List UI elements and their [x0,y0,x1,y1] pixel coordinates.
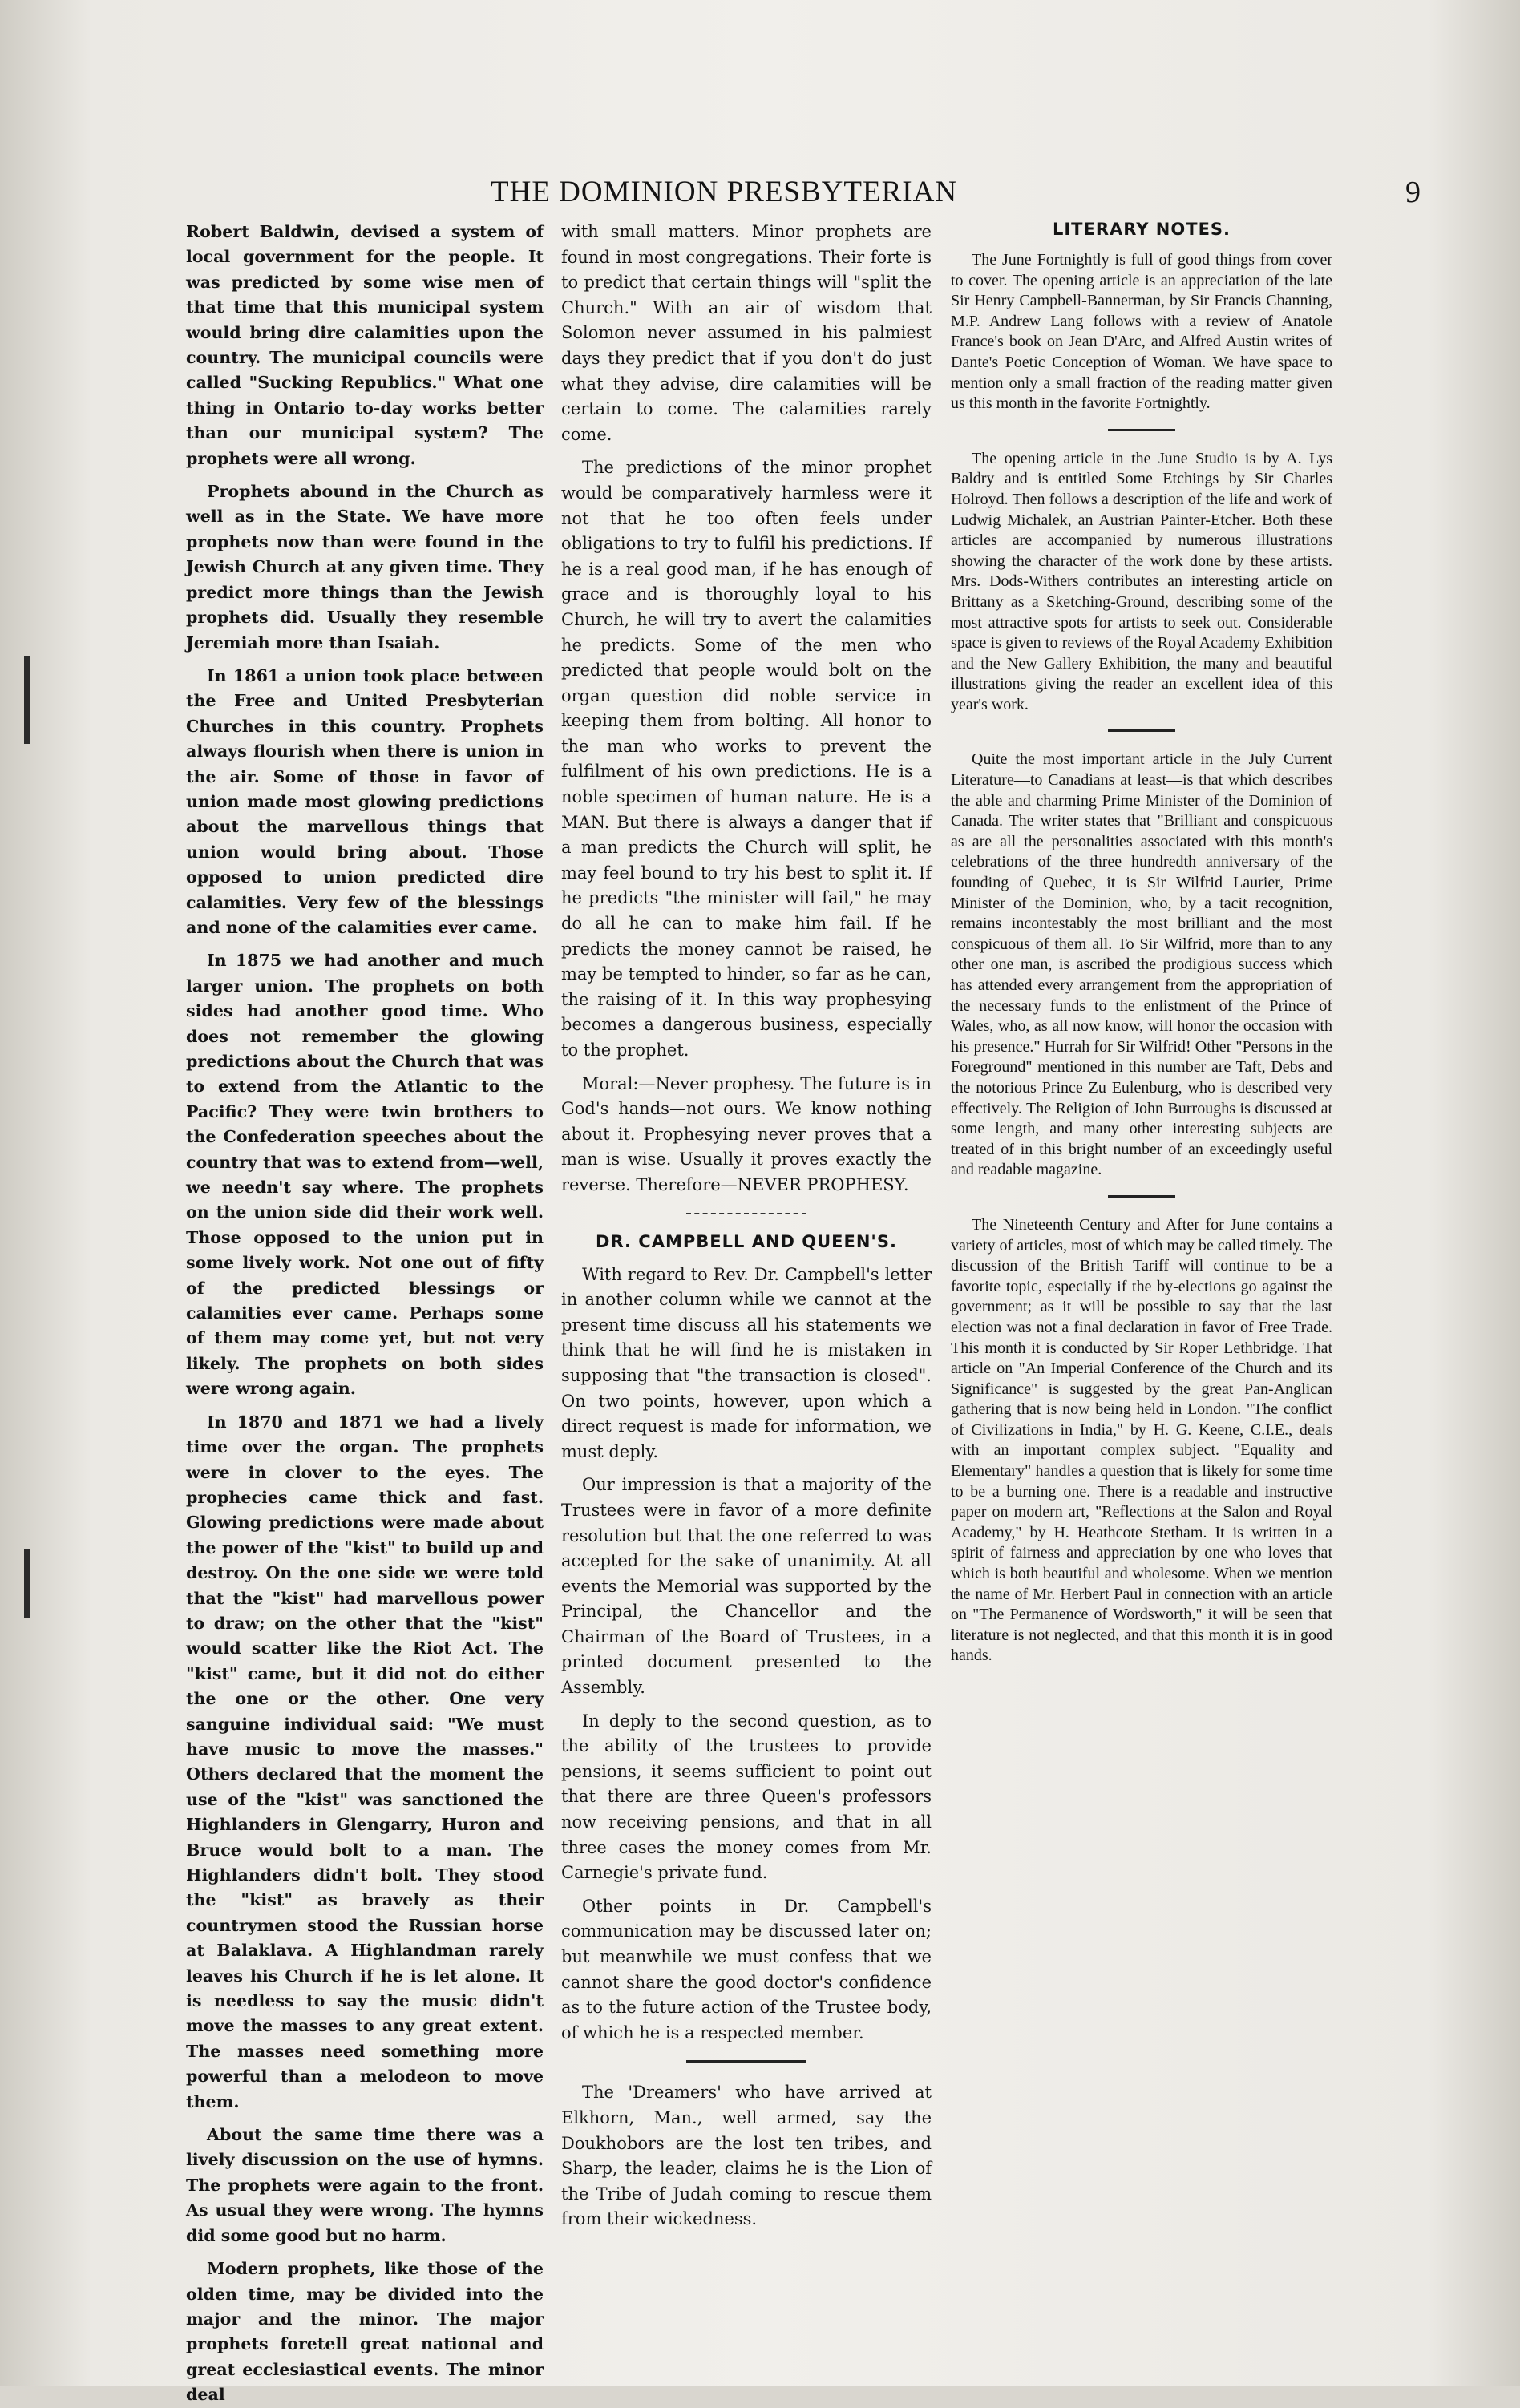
section-divider [1108,729,1175,732]
page-header [491,175,1421,216]
paragraph: In 1861 a union took place between the Free and United Presbyterian Churches in this country. Prophets always flourish when there is union in the air. Some of those in favor of union made most glowing predictions about the marvellous things that union would bring about. Those opposed to union predicted dire calamities. Very few of the blessings and none of the calamities ever came. [186,665,544,937]
section-divider [1108,429,1175,431]
paragraph: In 1870 and 1871 we had a lively time over the organ. The prophets were in clover to the eyes. The prophecies came thick and fast. Glowing predictions were made about the power of the "kist" to build up and destroy. On the one side we were told that the "kist" had marvellous power to draw; on the other that the "kist" would scatter like the Riot Act. The "kist" came, but it did not do either the one or the other. One very sanguine individual said: "We must have music to move the masses." Others declared that the moment the use of the "kist" was sanctioned the Highlanders in Glengarry, Huron and Bruce would bolt to a man. The Highlanders didn't bolt. They stood the "kist" as bravely as their countrymen stood the Russian horse at Balaklava. A Highlandman rarely leaves his Church if he is let alone. It is needless to say the music didn't move the masses to any great extent. The masses need something more powerful than a melodeon to move them. [186,1412,544,2111]
publication-title: THE DOMINION PRESBYTERIAN [491,176,958,208]
paragraph: Other points in Dr. Campbell's communication may be discussed later on; but meanwhile we must confess that we cannot share the good doctor's confidence as to the future action of the Trustee body, of which he is a respected member. [561,1896,932,2042]
paragraph: Modern prophets, like those of the olden time, may be divided into the major and the minor. The major prophets foretell great national and great ecclesiastical events. The minor deal [186,2259,544,2405]
article-column-2 [561,220,932,2240]
paragraph: with small matters. Minor prophets are found in most congregations. Their forte is to predict that certain things will "split the Church." With an air of wisdom that Solomon never assumed in his palmiest days they predict that if you don't do just what they advise, dire calamities will be certain to come. The calamities rarely come. [561,222,932,444]
paragraph: The opening article in the June Studio is by A. Lys Baldry and is entitled Some Etchings by Sir Charles Holroyd. Then follows a description of the life and work of Ludwig Michalek, an Austrian Painter-Etcher. Both these articles are accompanied by numerous illustrations showing the character of the work done by these artists. Mrs. Dods-Withers contributes an interesting article on Brittany as a Sketching-Ground, describing some of the most attractive spots for artists to seek out. Considerable space is given to reviews of the Royal Academy Exhibition and the New Gallery Exhibition, the many and beautiful illustrations giving the reader an excellent idea of this year's work. [951,449,1332,713]
literary-notes-column [951,220,1332,2240]
paragraph: Our impression is that a majority of the Trustees were in favor of a more definite resolution but that the one referred to was accepted for the sake of unanimity. At all events the Memorial was supported by the Principal, the Chancellor and the Chairman of the Board of Trustees, in a printed document presented to the Assembly. [561,1475,932,1698]
paragraph: In deply to the second question, as to the ability of the trustees to provide pensions, it seems sufficient to point out that there are three Queen's professors now receiving pensions, and that in all three cases the money comes from Mr. Carnegie's private fund. [561,1711,932,1883]
section-divider [686,1213,806,1214]
section-divider [1108,1195,1175,1198]
paragraph: Robert Baldwin, devised a system of local government for the people. It was predicted by some wise men of that time that this municipal system would bring dire calamities upon the country. The municipal councils were called "Sucking Republics." What one thing in Ontario to-day works better than our municipal system? The prophets were all wrong. [186,222,544,468]
literary-notes-heading: LITERARY NOTES. [1052,220,1231,239]
margin-binding-mark [24,656,30,744]
paragraph: Quite the most important article in the July Current Literature—to Canadians at least—is that which describes the able and charming Prime Minister of the Dominion of Canada. The writer states that "Brilliant and conspicuous as are all the personalities associated with this month's celebrations of the three hundredth anniversary of the founding of Quebec, it is Sir Wilfrid Laurier, Prime Minister of the Dominion, who, by a tacit recognition, remains incontestably the most brilliant and the most conspicuous of them all. To Sir Wilfrid, more than to any other one man, is ascribed the prodigious success which has attended every arrangement from the appropriation of the necessary funds to the enlistment of the Prince of Wales, who, as all now know, will honor the occasion with his presence." Hurrah for Sir Wilfrid! Other "Persons in the Foreground" mentioned in this number are Taft, Debs and the notorious Prince Zu Eulenburg, who is described very effectively. The Religion of John Burroughs is discussed at some length, and many other interesting subjects are treated of in this bright number of an exceedingly useful and readable magazine. [951,750,1332,1179]
article-column-1 [186,220,544,2405]
section-divider [686,2060,806,2063]
paragraph: Prophets abound in the Church as well as in the State. We have more prophets now than were found in the Jewish Church at any given time. They predict more things than the Jewish prophets did. Usually they resemble Jeremiah more than Isaiah. [186,482,544,653]
paragraph: The 'Dreamers' who have arrived at Elkhorn, Man., well armed, say the Doukhobors are the lost ten tribes, and Sharp, the leader, claims he is the Lion of the Tribe of Judah coming to rescue them from their wickedness. [561,2083,932,2229]
paragraph: The June Fortnightly is full of good things from cover to cover. The opening article is an appreciation of the late Sir Henry Campbell-Bannerman, by Sir Francis Channing, M.P. Andrew Lang follows with a review of Anatole France's book on Jean D'Arc, and Alfred Austin writes of Dante's Poetic Conception of Woman. We have space to mention only a small fraction of the reading matter given us this month in the favorite Fortnightly. [951,251,1332,413]
paragraph: The predictions of the minor prophet would be comparatively harmless were it not that he too often feels under obligations to try to fulfil his predictions. If he is a real good man, if he has enough of grace and is thoroughly loyal to his Church, he will try to avert the calamities he predicts. Some of the men who predicted that people would bolt on the organ question did noble service in keeping them from bolting. All honor to the man who works to prevent the fulfilment of his own predictions. He is a noble specimen of human nature. He is a MAN. But there is always a danger that if a man predicts the Church will split, he may feel bound to try his best to split it. If he predicts "the minister will fail," he may do all he can to make him fail. If he predicts the money cannot be raised, he may be tempted to hinder, so far as he can, the raising of it. In this way prophesying becomes a dangerous business, especially to the prophet. [561,458,932,1060]
article-heading: DR. CAMPBELL AND QUEEN'S. [596,1231,897,1251]
page-number: 9 [1405,176,1421,209]
paragraph: With regard to Rev. Dr. Campbell's letter in another column while we cannot at the present time discuss all his statements we think that he will find he is mistaken in supposing that "the transaction is closed". On two points, however, upon which a direct request is made for information, we must deply. [561,1264,932,1461]
paragraph: About the same time there was a lively discussion on the use of hymns. The prophets were again to the front. As usual they were wrong. The hymns did some good but no harm. [186,2125,544,2245]
margin-binding-mark [24,1549,30,1618]
paragraph: Moral:—Never prophesy. The future is in God's hands—not ours. We know nothing about it. Prophesying never proves that a man is wise. Usually it proves exactly the reverse. Therefore—NEVER PROPHESY. [561,1073,932,1194]
paragraph: In 1875 we had another and much larger union. The prophets on both sides had another good time. Who does not remember the glowing predictions about the Church that was to extend from the Atlantic to the Pacific? They were twin brothers to the Confederation speeches about the country that was to extend from—well, we needn't say where. The prophets on the union side did their work well. Those opposed to the union put in some lively work. Not one out of fifty of the predicted blessings or calamities ever came. Perhaps some of them may come yet, but not very likely. The prophets on both sides were wrong again. [186,951,544,1399]
paragraph: The Nineteenth Century and After for June contains a variety of articles, most of which may be called timely. The discussion of the British Tariff will continue to be a favorite topic, especially if the by-elections go against the government; as it will be possible to say that the last election was not a final declaration in favor of Free Trade. This month it is conducted by Sir Roper Lethbridge. That article on "An Imperial Conference of the Church and its Significance" is suggested by the great Pan-Anglican gathering that is now being held in London. "The conflict of Civilizations in India," by H. G. Keene, C.I.E., deals with an important complex subject. "Equality and Elementary" handles a question that is likely for some time to be a burning one. There is a readable and instructive paper on modern art, "Reflections at the Salon and Royal Academy," by H. Heathcote Stetham. It is written in a spirit of fairness and appreciation by one who loves that which is both beautiful and wholesome. When we mention the name of Mr. Herbert Paul in connection with an article on "The Permanence of Wordsworth," it will be seen that literature is not neglected, and that this month it is in good hands. [951,1215,1332,1665]
